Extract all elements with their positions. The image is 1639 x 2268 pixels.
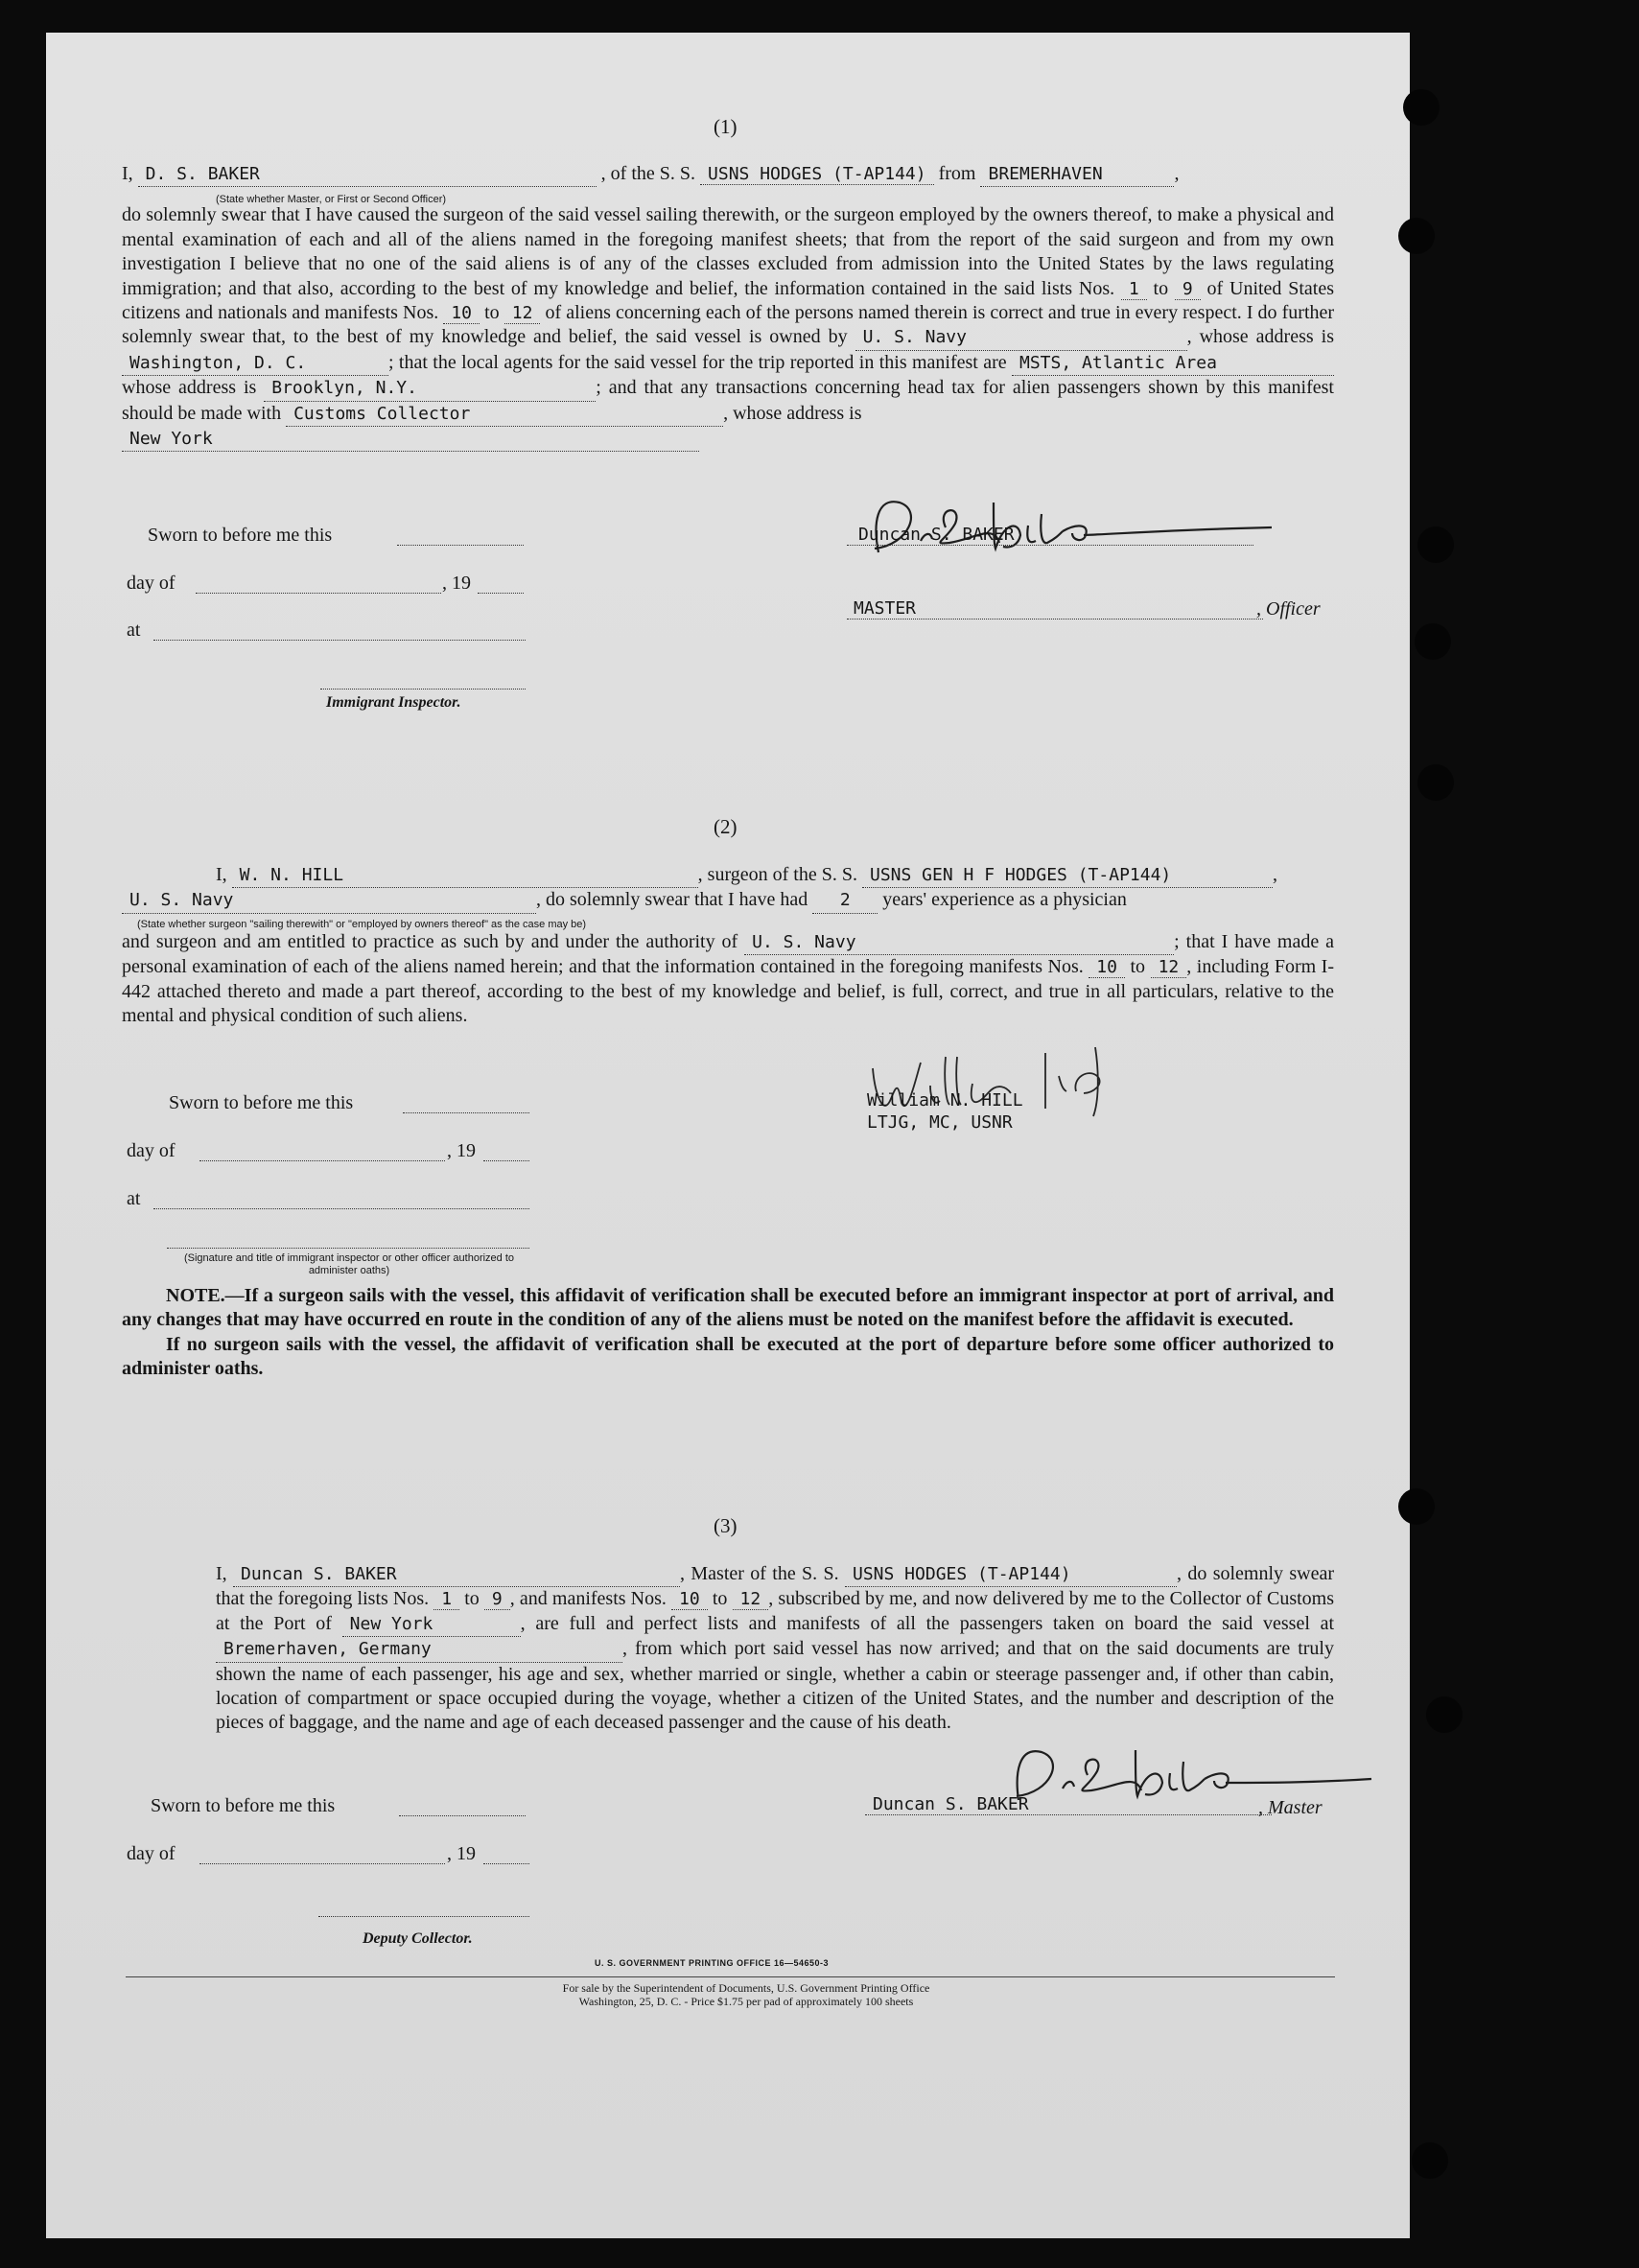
- s3-sworn: Sworn to before me this: [151, 1795, 336, 1816]
- punch-hole: [1417, 526, 1454, 563]
- s2-hint: (State whether surgeon "sailing therewith" or "employed by owners thereof" as the case may be): [137, 919, 587, 930]
- s1-text-8: , whose address is: [723, 402, 862, 424]
- s1-ship: USNS HODGES (T-AP144): [700, 164, 934, 185]
- s2-to: to: [1130, 956, 1146, 978]
- s3-master-label: , Master: [1258, 1797, 1323, 1818]
- s2-of-ss: , surgeon of the S. S.: [697, 864, 857, 885]
- s1-from: from: [938, 163, 976, 184]
- s1-head-tax-addr: New York: [122, 427, 699, 452]
- s3-text-1: , do solemnly swear that the foregoing lists Nos.: [216, 1563, 1335, 1610]
- s2-text-1: , do solemnly swear that I have had: [536, 889, 808, 911]
- s3-dayof-line: [199, 1863, 445, 1864]
- s3-deputy-line: [318, 1916, 529, 1917]
- s1-sworn-line: [397, 545, 524, 546]
- s3-text-2: , and manifests Nos.: [509, 1588, 667, 1610]
- s1-man-from: 10: [443, 303, 480, 324]
- s3-taken-at: Bremerhaven, Germany: [216, 1637, 622, 1662]
- s2-years: 2: [812, 888, 878, 913]
- s2-sworn: Sworn to before me this: [169, 1092, 354, 1113]
- s1-at-line: [153, 640, 526, 641]
- s3-text-3: , subscribed by me, and now delivered by me to the Collector of Customs at the Port of: [216, 1588, 1335, 1634]
- section-3-body: [122, 1562, 1334, 1736]
- s3-signer: Duncan S. BAKER: [873, 1794, 1029, 1814]
- s2-sig-hint: (Signature and title of immigrant inspector or other officer authorized to administer oaths): [183, 1252, 515, 1276]
- s2-at-line: [153, 1208, 529, 1209]
- s3-lists-to: 9: [484, 1589, 510, 1610]
- punch-hole: [1426, 1696, 1463, 1733]
- s2-nineteen: , 19: [447, 1140, 476, 1161]
- s3-port: New York: [342, 1612, 521, 1637]
- footer: [334, 1981, 1159, 2008]
- s2-sworn-line: [403, 1112, 529, 1113]
- s1-dayof-line: [196, 593, 441, 594]
- s1-at: at: [127, 620, 141, 641]
- s1-year-line: [478, 593, 524, 594]
- s2-sig-line: [167, 1248, 529, 1249]
- s1-port-from: BREMERHAVEN: [980, 162, 1174, 187]
- section-2-body: I, W. N. HILL , surgeon of the S. S. USNS GEN H F HODGES (T-AP144) , U. S. Navy , do solemnly swear that I have had 2 years' experience as a physician (State whether surgeon "sailing therewith" or "employed by owners thereof" as the case may be) and surgeon and am entitled to practice as such by and under the authority of U. S. Navy ; that I have made a personal examination of each of the aliens named herein; and that the information contained in the foregoing manifests Nos. 10 to 12 , including Form I-442 attached thereto and made a part thereof, according to the best of my knowledge and belief, is full, correct, and true in all particulars, relative to the mental and physical condition of such aliens.: [122, 864, 1335, 1027]
- s1-rank: MASTER: [854, 598, 917, 619]
- punch-hole: [1403, 89, 1440, 126]
- section-2-title: (2): [714, 815, 738, 838]
- s2-text-5: , including Form I-442 attached thereto and made a part thereof, according to the best of my knowledge and belief, is full, correct, and true in all particulars, relative to the mental and physical condition of such aliens.: [122, 956, 1335, 1027]
- s1-to-2: to: [484, 302, 500, 324]
- s3-of-ss: , Master of the S. S.: [680, 1563, 839, 1584]
- s1-officer-hint: (State whether Master, or First or Second Officer): [216, 194, 447, 205]
- s3-to-1: to: [464, 1588, 480, 1610]
- s3-i: I,: [216, 1563, 227, 1584]
- s1-text-3: of aliens concerning each of the persons named therein is correct and true in every respect. I do further solemnly swear that, to the best of my knowledge and belief, the said vessel is owned by: [122, 302, 1335, 348]
- punch-hole: [1412, 2142, 1448, 2179]
- s2-dayof: day of: [127, 1140, 176, 1161]
- s3-ship: USNS HODGES (T-AP144): [845, 1562, 1177, 1587]
- s2-dayof-line: [199, 1160, 445, 1161]
- s1-dayof: day of: [127, 573, 176, 594]
- s3-man-to: 12: [733, 1589, 769, 1610]
- s3-year-line: [483, 1863, 529, 1864]
- footer-line-1: For sale by the Superintendent of Documents, U.S. Government Printing Office: [562, 1981, 930, 1995]
- s2-surgeon: W. N. HILL: [232, 863, 698, 888]
- s1-to-1: to: [1153, 277, 1169, 299]
- s1-officer-label: , Officer: [1256, 598, 1321, 620]
- s1-agents-addr: Brooklyn, N.Y.: [264, 376, 596, 401]
- s3-lists-from: 1: [433, 1589, 459, 1610]
- s1-nineteen: , 19: [442, 573, 471, 594]
- s3-text-4: , are full and perfect lists and manifests of all the passengers taken on board the said vessel at: [520, 1612, 1335, 1634]
- s2-text-4: ; that I have made a personal examination of each of the aliens named herein; and that the information contained in the foregoing manifests Nos.: [122, 930, 1335, 978]
- s1-man-to: 12: [504, 303, 541, 324]
- section-1-title: (1): [714, 115, 738, 138]
- s1-owner-addr: Washington, D. C.: [122, 351, 388, 376]
- s2-rank: LTJG, MC, USNR: [867, 1112, 1013, 1133]
- note-block: [122, 1284, 1334, 1382]
- section-3-title: (3): [714, 1514, 738, 1537]
- punch-hole: [1417, 764, 1454, 801]
- s1-text-1: do solemnly swear that I have caused the surgeon of the said vessel sailing therewith, or the surgeon employed by the owners thereof, to make a physical and mental examination of each and all of the aliens named in the foregoing manifest sheets; that from the report of the said surgeon and from my own investigation I believe that no one of the said aliens is of any of the classes excluded from admission into the United States by the laws regulating immigration; and that also, according to the best of my knowledge and belief, the information contained in the said lists Nos.: [122, 204, 1334, 299]
- s3-nineteen: , 19: [447, 1843, 476, 1864]
- footer-rule: [126, 1976, 1335, 1977]
- s2-authority: U. S. Navy: [744, 930, 1174, 955]
- s2-employer: U. S. Navy: [122, 888, 536, 913]
- punch-hole: [1398, 1488, 1435, 1525]
- punch-hole: [1415, 623, 1451, 660]
- s2-text-3: and surgeon and am entitled to practice as such by and under the authority of: [122, 930, 738, 952]
- s2-signer: William N. HILL: [867, 1090, 1023, 1111]
- s3-signer-line: [865, 1814, 1272, 1815]
- gpo-imprint: U. S. GOVERNMENT PRINTING OFFICE 16—54650-3: [595, 1958, 830, 1968]
- punch-hole: [1398, 218, 1435, 254]
- manifest-sheet: [46, 33, 1410, 2238]
- footer-line-2: Washington, 25, D. C. - Price $1.75 per pad of approximately 100 sheets: [578, 1995, 914, 2008]
- s3-text-5: , from which port said vessel has now arrived; and that on the said documents are truly shown the name of each passenger, his age and sex, whether married or single, whether a cabin or steerage passenger and, if other than cabin, location of compartment or space occupied during the voyage, whether a citizen of the United States, and the number and description of the pieces of baggage, and the name and age of each deceased passenger and the cause of his death.: [216, 1638, 1334, 1734]
- s2-ship: USNS GEN H F HODGES (T-AP144): [862, 863, 1273, 888]
- s1-inspector-label: Immigrant Inspector.: [326, 694, 461, 711]
- s2-year-line: [483, 1160, 529, 1161]
- s2-i: I,: [216, 864, 227, 885]
- s1-text-5: ; that the local agents for the said vessel for the trip reported in this manifest are: [388, 351, 1007, 373]
- s1-officer-name: D. S. BAKER: [138, 162, 597, 187]
- s1-head-tax: Customs Collector: [286, 402, 723, 427]
- note-p1: NOTE.—If a surgeon sails with the vessel, this affidavit of verification shall be executed before an immigrant inspector at port of arrival, and any changes that may have occurred en route in the condition of any of the aliens must be noted on the manifest before the affidavit is executed.: [122, 1285, 1334, 1331]
- s3-deputy-label: Deputy Collector.: [363, 1930, 473, 1947]
- s2-text-2: years' experience as a physician: [882, 889, 1127, 911]
- s1-sworn: Sworn to before me this: [148, 525, 333, 546]
- s1-lists-from: 1: [1121, 279, 1147, 300]
- section-1-body: I, D. S. BAKER , of the S. S. USNS HODGES (T-AP144) from BREMERHAVEN , (State whether Master, or First or Second Officer) do solemnly swear that I have caused the surgeon of the said vessel sailing therewith, or the surgeon employed by the owners thereof, to make a physical and mental examination of each and all of the aliens named in the foregoing manifest sheets; that from the report of the said surgeon and from my own investigation I believe that no one of the said aliens is of any of the classes excluded from admission into the United States by the laws regulating immigration; and that also, according to the best of my knowledge and belief, the information contained in the said lists Nos. 1 to 9 of United States citizens and nationals and manifests Nos. 10 to 12 of aliens concerning each of the persons named therein is correct and true in every respect. I do further solemnly swear that, to the best of my knowledge and belief, the said vessel is owned by U. S. Navy , whose address is Washington, D. C. ; that the local agents for the said vessel for the trip reported in this manifest are MSTS, Atlantic Area whose address is Brooklyn, N.Y. ; and that any transactions concerning head tax for alien passengers shown by this manifest should be made with Customs Collector , whose address is New York: [122, 162, 1334, 452]
- s1-signer: Duncan S. BAKER: [858, 525, 1015, 545]
- s1-text-4: , whose address is: [1186, 326, 1334, 348]
- s1-signer-line: [847, 545, 1253, 546]
- s1-text-7: ; and that any transactions concerning head tax for alien passengers shown by this manifest should be made with: [122, 377, 1334, 424]
- s3-master: Duncan S. BAKER: [233, 1562, 680, 1587]
- s3-man-from: 10: [671, 1589, 708, 1610]
- s1-agents: MSTS, Atlantic Area: [1012, 351, 1334, 376]
- s1-i: I,: [122, 163, 133, 184]
- s1-text-2: of United States citizens and nationals and manifests Nos.: [122, 277, 1335, 324]
- s1-of-ss: , of the S. S.: [600, 163, 696, 184]
- s1-text-6: whose address is: [122, 377, 257, 399]
- s1-rank-line: [847, 619, 1263, 620]
- s3-to-2: to: [712, 1588, 728, 1610]
- s2-man-to: 12: [1151, 957, 1187, 978]
- s1-lists-to: 9: [1175, 279, 1201, 300]
- note-p2: If no surgeon sails with the vessel, the affidavit of verification shall be executed at the port of departure before some officer authorized to administer oaths.: [122, 1333, 1334, 1380]
- s1-signature: [850, 485, 1281, 562]
- s3-sworn-line: [399, 1815, 526, 1816]
- s1-inspector-line: [320, 689, 526, 690]
- s2-man-from: 10: [1089, 957, 1125, 978]
- s3-dayof: day of: [127, 1843, 176, 1864]
- s2-at: at: [127, 1188, 141, 1209]
- s1-owner: U. S. Navy: [855, 325, 1187, 350]
